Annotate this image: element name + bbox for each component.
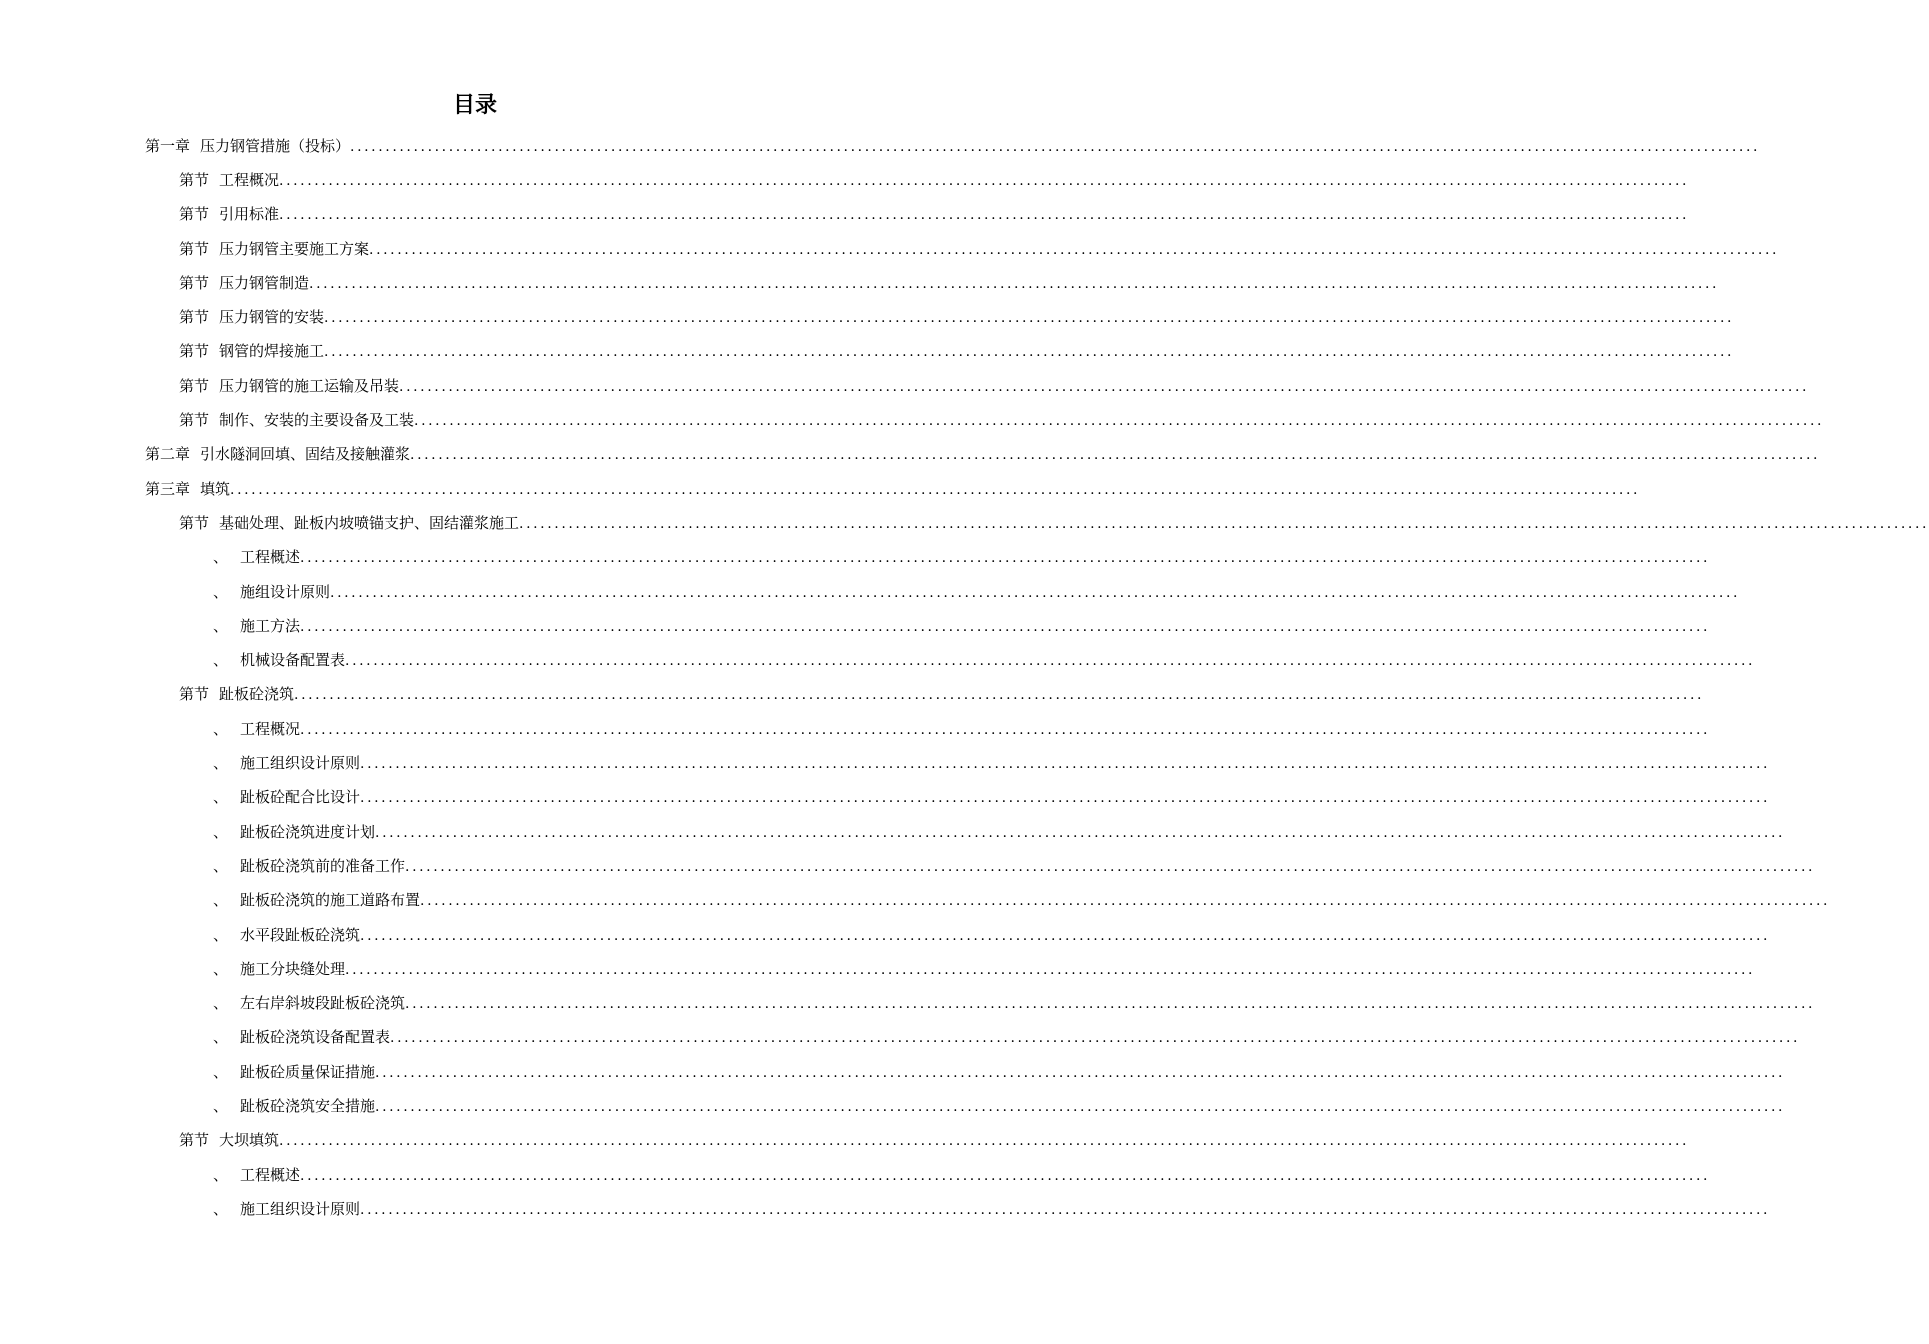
page-title: 目录 <box>452 92 497 118</box>
toc-entry-title: 制作、安装的主要设备及工装 <box>219 411 415 430</box>
toc-entry[interactable] <box>213 745 1771 779</box>
toc-entry-title: 压力钢管主要施工方案 <box>219 239 370 258</box>
toc-dot-leader: ........................................................................................................................................................................................................ <box>350 138 1761 155</box>
toc-entry[interactable] <box>213 986 1816 1020</box>
toc-entry-prefix: 、 <box>213 1028 229 1047</box>
toc-entry-prefix: 、 <box>213 891 229 910</box>
toc-entry[interactable] <box>213 1088 1786 1122</box>
toc-entry-prefix: 第节 <box>179 685 210 704</box>
toc-entry[interactable] <box>213 917 1771 951</box>
toc-entry[interactable] <box>179 505 1929 539</box>
toc-entry[interactable] <box>179 368 1810 402</box>
toc-entry-prefix: 第节 <box>179 1131 210 1150</box>
toc-entry[interactable] <box>179 677 1705 711</box>
toc-entry-prefix: 、 <box>213 616 229 635</box>
toc-entry-title: 压力钢管的施工运输及吊装 <box>219 376 400 395</box>
toc-entry[interactable] <box>213 711 1711 745</box>
toc-entry-title: 机械设备配置表 <box>240 651 346 670</box>
toc-dot-leader: ........................................................................................................................................................................................................ <box>294 687 1705 704</box>
toc-entry-prefix: 第节 <box>179 513 210 532</box>
toc-entry-title: 大坝填筑 <box>219 1131 280 1150</box>
toc-dot-leader: ........................................................................................................................................................................................................ <box>405 858 1816 875</box>
toc-entry[interactable] <box>179 1123 1690 1157</box>
toc-dot-leader: ........................................................................................................................................................................................................ <box>300 618 1711 635</box>
toc-dot-leader: ........................................................................................................................................................................................................ <box>399 378 1810 395</box>
toc-entry[interactable] <box>213 643 1756 677</box>
toc-entry-title: 趾板砼浇筑安全措施 <box>240 1097 376 1116</box>
toc-entry-title: 钢管的焊接施工 <box>219 342 325 361</box>
toc-entry[interactable] <box>213 540 1711 574</box>
toc-entry[interactable] <box>213 1157 1711 1191</box>
toc-entry-prefix: 、 <box>213 856 229 875</box>
toc-entry-title: 基础处理、趾板内坡喷锚支护、固结灌浆施工 <box>219 513 520 532</box>
toc-dot-leader: ........................................................................................................................................................................................................ <box>410 447 1821 464</box>
toc-entry-prefix: 、 <box>213 1062 229 1081</box>
toc-entry[interactable] <box>213 1191 1771 1225</box>
toc-entry[interactable] <box>145 128 1761 162</box>
toc-entry[interactable] <box>145 471 1641 505</box>
toc-entry[interactable] <box>179 402 1825 436</box>
toc-entry[interactable] <box>179 197 1690 231</box>
toc-entry-prefix: 、 <box>213 822 229 841</box>
toc-dot-leader: ........................................................................................................................................................................................................ <box>300 1167 1711 1184</box>
toc-entry-prefix: 第节 <box>179 273 210 292</box>
toc-dot-leader: ........................................................................................................................................................................................................ <box>375 1064 1786 1081</box>
toc-entry-prefix: 第节 <box>179 376 210 395</box>
toc-entry-title: 趾板砼浇筑进度计划 <box>240 822 376 841</box>
toc-entry-prefix: 、 <box>213 959 229 978</box>
toc-entry-prefix: 、 <box>213 925 229 944</box>
toc-dot-leader: ........................................................................................................................................................................................................ <box>230 481 1641 498</box>
toc-entry-prefix: 、 <box>213 548 229 567</box>
toc-entry-title: 趾板砼浇筑设备配置表 <box>240 1028 391 1047</box>
toc-dot-leader: ........................................................................................................................................................................................................ <box>279 1133 1690 1150</box>
toc-entry[interactable] <box>213 883 1831 917</box>
toc-dot-leader: ........................................................................................................................................................................................................ <box>309 275 1720 292</box>
toc-entry-prefix: 、 <box>213 1199 229 1218</box>
toc-dot-leader: ........................................................................................................................................................................................................ <box>300 721 1711 738</box>
toc-entry[interactable] <box>179 231 1780 265</box>
toc-entry-prefix: 、 <box>213 719 229 738</box>
toc-entry-prefix: 、 <box>213 788 229 807</box>
toc-entry[interactable] <box>179 265 1720 299</box>
toc-entry-title: 趾板砼浇筑 <box>219 685 295 704</box>
toc-dot-leader: ........................................................................................................................................................................................................ <box>345 961 1756 978</box>
toc-entry-title: 趾板砼浇筑的施工道路布置 <box>240 891 421 910</box>
toc-entry-title: 引水隧洞回填、固结及接触灌浆 <box>200 445 411 464</box>
toc-entry-title: 工程概况 <box>219 170 280 189</box>
toc-dot-leader: ........................................................................................................................................................................................................ <box>369 241 1780 258</box>
toc-entry[interactable] <box>145 437 1821 471</box>
toc-entry-title: 填筑 <box>200 479 231 498</box>
toc-entry-title: 水平段趾板砼浇筑 <box>240 925 361 944</box>
toc-entry-prefix: 第节 <box>179 239 210 258</box>
toc-entry-title: 压力钢管制造 <box>219 273 310 292</box>
toc-entry-title: 压力钢管措施（投标） <box>200 136 351 155</box>
toc-entry-prefix: 第节 <box>179 411 210 430</box>
toc-dot-leader: ........................................................................................................................................................................................................ <box>519 515 1929 532</box>
toc-entry[interactable] <box>179 162 1690 196</box>
toc-dot-leader: ........................................................................................................................................................................................................ <box>360 790 1771 807</box>
toc-entry-prefix: 、 <box>213 651 229 670</box>
toc-entry[interactable] <box>213 780 1771 814</box>
toc-entry-title: 压力钢管的安装 <box>219 308 325 327</box>
toc-dot-leader: ........................................................................................................................................................................................................ <box>300 550 1711 567</box>
toc-dot-leader: ........................................................................................................................................................................................................ <box>390 1030 1801 1047</box>
toc-entry[interactable] <box>213 848 1816 882</box>
toc-entry-title: 工程概述 <box>240 548 301 567</box>
toc-entry[interactable] <box>213 574 1741 608</box>
toc-dot-leader: ........................................................................................................................................................................................................ <box>330 584 1741 601</box>
toc-dot-leader: ........................................................................................................................................................................................................ <box>414 413 1825 430</box>
toc-entry[interactable] <box>179 300 1735 334</box>
toc-entry-title: 施工组织设计原则 <box>240 1199 361 1218</box>
toc-dot-leader: ........................................................................................................................................................................................................ <box>279 207 1690 224</box>
toc-entry[interactable] <box>213 1020 1801 1054</box>
toc-entry-prefix: 第节 <box>179 342 210 361</box>
toc-entry-prefix: 第节 <box>179 170 210 189</box>
toc-dot-leader: ........................................................................................................................................................................................................ <box>375 1099 1786 1116</box>
toc-dot-leader: ........................................................................................................................................................................................................ <box>324 310 1735 327</box>
toc-entry[interactable] <box>179 334 1735 368</box>
toc-dot-leader: ........................................................................................................................................................................................................ <box>360 756 1771 773</box>
toc-dot-leader: ........................................................................................................................................................................................................ <box>405 996 1816 1013</box>
toc-entry-title: 左右岸斜坡段趾板砼浇筑 <box>240 994 406 1013</box>
toc-entry-prefix: 第节 <box>179 205 210 224</box>
toc-dot-leader: ........................................................................................................................................................................................................ <box>324 344 1735 361</box>
toc-entry-title: 施工组织设计原则 <box>240 754 361 773</box>
toc-entry-title: 施工方法 <box>240 616 301 635</box>
toc-entry[interactable] <box>213 814 1786 848</box>
toc-dot-leader: ........................................................................................................................................................................................................ <box>375 824 1786 841</box>
toc-entry-prefix: 第二章 <box>145 445 191 464</box>
toc-dot-leader: ........................................................................................................................................................................................................ <box>345 653 1756 670</box>
toc-entry-title: 施工分块缝处理 <box>240 959 346 978</box>
toc-entry-prefix: 第节 <box>179 308 210 327</box>
toc-dot-leader: ........................................................................................................................................................................................................ <box>420 893 1831 910</box>
toc-dot-leader: ........................................................................................................................................................................................................ <box>360 1201 1771 1218</box>
toc-entry-prefix: 、 <box>213 582 229 601</box>
toc-entry[interactable] <box>213 608 1711 642</box>
toc-entry-prefix: 、 <box>213 1097 229 1116</box>
toc-entry-title: 工程概述 <box>240 1165 301 1184</box>
toc-entry[interactable] <box>213 1054 1786 1088</box>
toc-entry-title: 工程概况 <box>240 719 301 738</box>
toc-entry-title: 趾板砼质量保证措施 <box>240 1062 376 1081</box>
toc-entry-title: 引用标准 <box>219 205 280 224</box>
toc-entry-prefix: 、 <box>213 754 229 773</box>
toc-dot-leader: ........................................................................................................................................................................................................ <box>360 927 1771 944</box>
toc-entry-title: 趾板砼配合比设计 <box>240 788 361 807</box>
toc-entry-prefix: 第一章 <box>145 136 191 155</box>
toc-entry-prefix: 、 <box>213 994 229 1013</box>
toc-entry-title: 施组设计原则 <box>240 582 331 601</box>
toc-entry-title: 趾板砼浇筑前的准备工作 <box>240 856 406 875</box>
toc-entry-prefix: 第三章 <box>145 479 191 498</box>
toc-entry-prefix: 、 <box>213 1165 229 1184</box>
toc-entry[interactable] <box>213 951 1756 985</box>
toc-dot-leader: ........................................................................................................................................................................................................ <box>279 172 1690 189</box>
